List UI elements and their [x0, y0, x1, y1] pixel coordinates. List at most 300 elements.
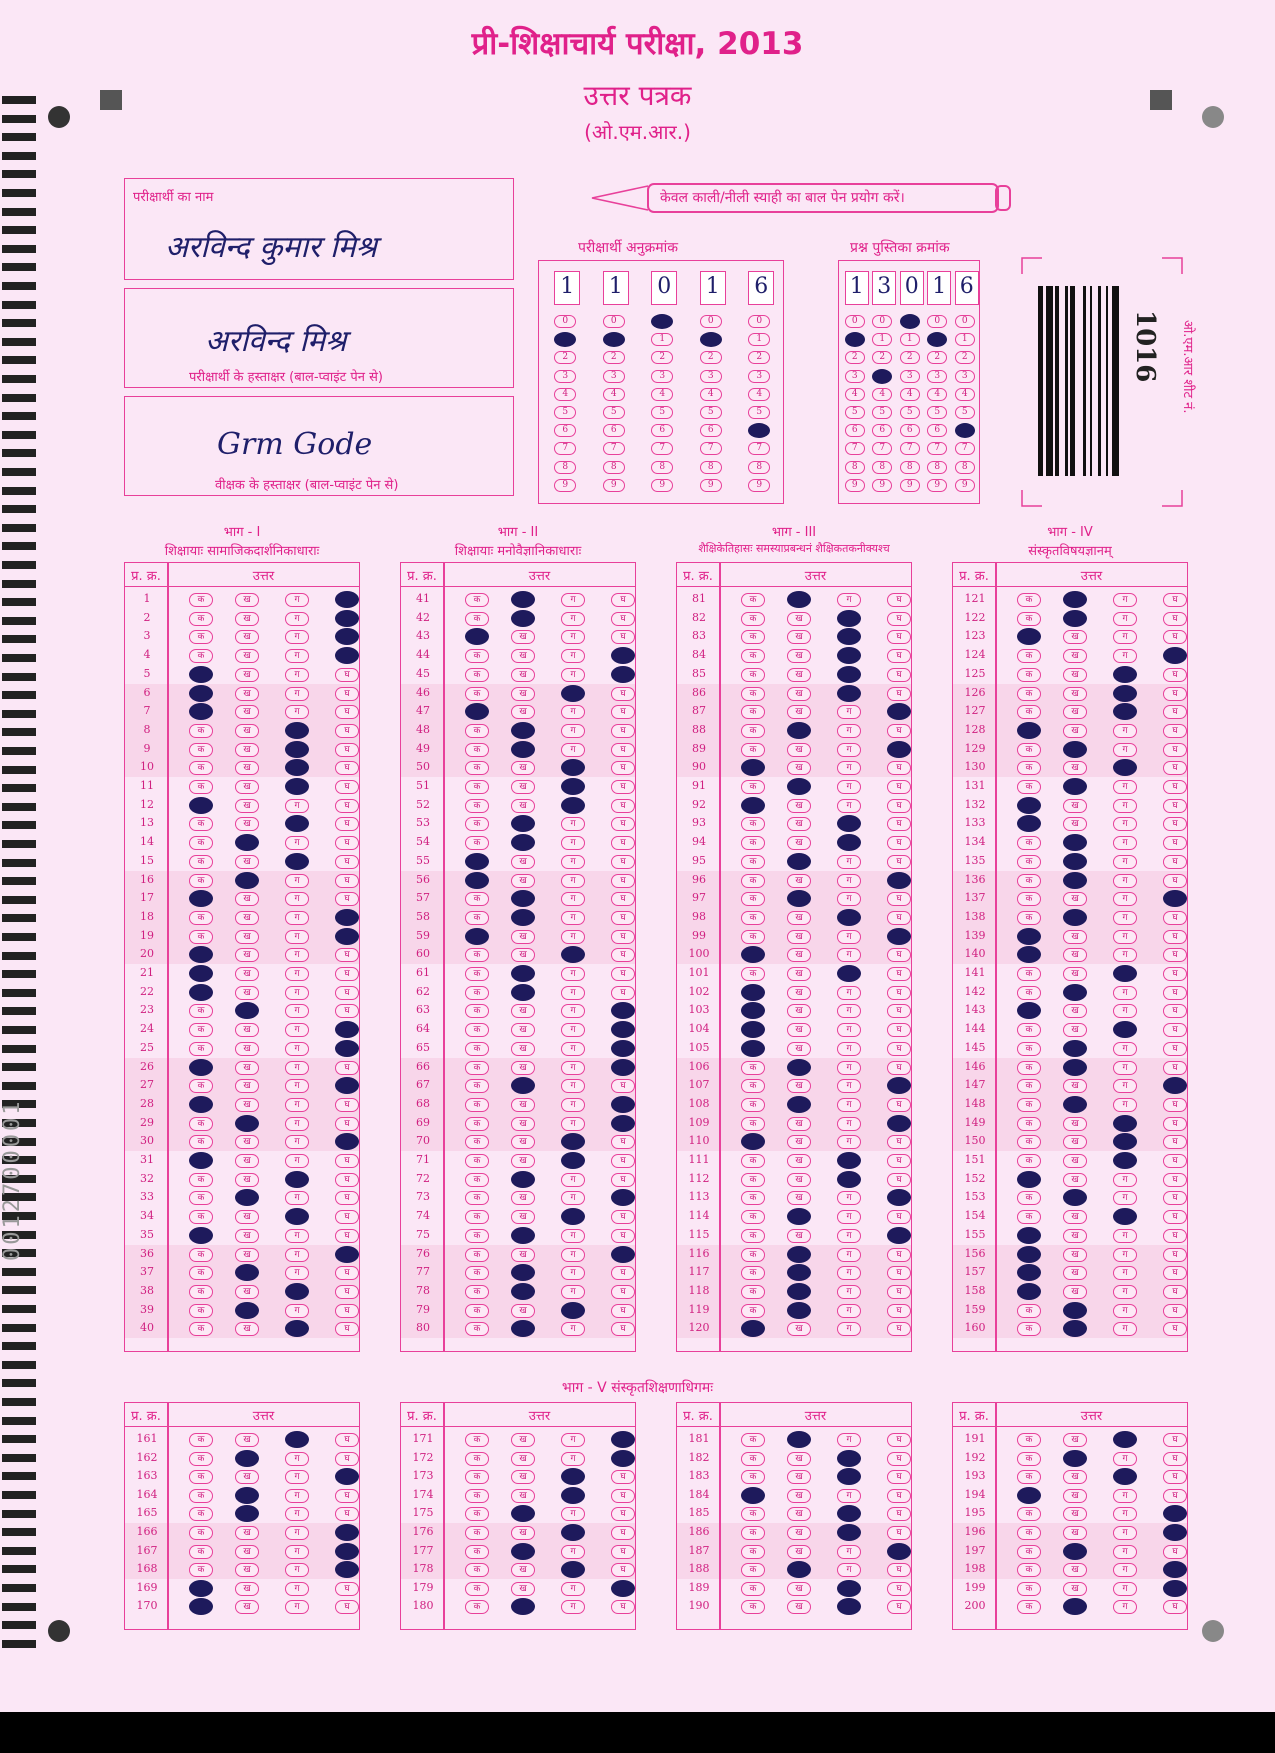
- answer-bubble[interactable]: ख: [235, 892, 259, 906]
- answer-bubble[interactable]: क: [189, 1563, 213, 1577]
- answer-bubble-filled[interactable]: [1017, 1487, 1041, 1504]
- booklet-bubble[interactable]: 4: [845, 388, 865, 401]
- answer-bubble[interactable]: घ: [611, 612, 635, 626]
- answer-bubble[interactable]: ग: [285, 1266, 309, 1280]
- answer-bubble[interactable]: ग: [837, 930, 861, 944]
- booklet-bubble[interactable]: 0: [872, 315, 892, 328]
- answer-bubble[interactable]: ग: [837, 1061, 861, 1075]
- answer-bubble[interactable]: घ: [1163, 948, 1187, 962]
- answer-bubble[interactable]: घ: [1163, 930, 1187, 944]
- booklet-bubble[interactable]: 1: [955, 333, 975, 346]
- answer-bubble[interactable]: क: [465, 836, 489, 850]
- answer-bubble[interactable]: क: [1017, 967, 1041, 981]
- answer-bubble[interactable]: ग: [837, 1042, 861, 1056]
- answer-bubble-filled[interactable]: [611, 1246, 635, 1263]
- booklet-bubble[interactable]: 3: [955, 370, 975, 383]
- answer-bubble-filled[interactable]: [285, 815, 309, 832]
- answer-bubble[interactable]: घ: [611, 593, 635, 607]
- answer-bubble-filled[interactable]: [511, 722, 535, 739]
- answer-bubble[interactable]: ख: [1063, 1135, 1087, 1149]
- booklet-bubble[interactable]: 8: [845, 461, 865, 474]
- answer-bubble[interactable]: घ: [335, 948, 359, 962]
- answer-bubble-filled[interactable]: [285, 1208, 309, 1225]
- answer-bubble[interactable]: घ: [887, 986, 911, 1000]
- answer-bubble[interactable]: घ: [887, 817, 911, 831]
- answer-bubble[interactable]: क: [1017, 1154, 1041, 1168]
- answer-bubble[interactable]: क: [189, 630, 213, 644]
- answer-bubble-filled[interactable]: [285, 1431, 309, 1448]
- answer-bubble-filled[interactable]: [837, 1450, 861, 1467]
- answer-bubble[interactable]: ख: [235, 1433, 259, 1447]
- answer-bubble[interactable]: घ: [1163, 1210, 1187, 1224]
- answer-bubble[interactable]: ख: [511, 1135, 535, 1149]
- answer-bubble[interactable]: घ: [611, 1154, 635, 1168]
- answer-bubble-filled[interactable]: [1063, 1598, 1087, 1615]
- answer-bubble[interactable]: ग: [561, 967, 585, 981]
- answer-bubble-filled[interactable]: [285, 778, 309, 795]
- answer-bubble[interactable]: ख: [787, 1452, 811, 1466]
- answer-bubble[interactable]: ख: [1063, 1563, 1087, 1577]
- answer-bubble-filled[interactable]: [235, 1505, 259, 1522]
- answer-bubble[interactable]: क: [465, 1582, 489, 1596]
- answer-bubble[interactable]: ग: [837, 799, 861, 813]
- answer-bubble[interactable]: क: [1017, 705, 1041, 719]
- answer-bubble[interactable]: ख: [1063, 1079, 1087, 1093]
- answer-bubble-filled[interactable]: [1017, 628, 1041, 645]
- answer-bubble[interactable]: ग: [285, 1304, 309, 1318]
- answer-bubble[interactable]: ग: [1113, 1489, 1137, 1503]
- answer-bubble[interactable]: क: [189, 593, 213, 607]
- answer-bubble[interactable]: ख: [1063, 1023, 1087, 1037]
- answer-bubble[interactable]: ग: [1113, 1507, 1137, 1521]
- answer-bubble-filled[interactable]: [741, 797, 765, 814]
- answer-bubble[interactable]: घ: [1163, 986, 1187, 1000]
- answer-bubble[interactable]: ग: [561, 1582, 585, 1596]
- answer-bubble[interactable]: घ: [611, 1079, 635, 1093]
- answer-bubble-filled[interactable]: [837, 965, 861, 982]
- answer-bubble[interactable]: ख: [511, 1489, 535, 1503]
- answer-bubble[interactable]: घ: [1163, 1023, 1187, 1037]
- answer-bubble[interactable]: क: [1017, 649, 1041, 663]
- booklet-bubble[interactable]: 7: [900, 442, 920, 455]
- booklet-bubble-filled[interactable]: [845, 332, 865, 347]
- answer-bubble[interactable]: ग: [285, 911, 309, 925]
- answer-bubble[interactable]: क: [189, 649, 213, 663]
- answer-bubble[interactable]: ग: [1113, 1042, 1137, 1056]
- answer-bubble[interactable]: घ: [335, 1266, 359, 1280]
- answer-bubble[interactable]: क: [1017, 1117, 1041, 1131]
- booklet-bubble[interactable]: 2: [872, 351, 892, 364]
- answer-bubble-filled[interactable]: [1063, 1040, 1087, 1057]
- answer-bubble[interactable]: घ: [335, 1452, 359, 1466]
- answer-bubble[interactable]: घ: [335, 1210, 359, 1224]
- answer-bubble[interactable]: ग: [561, 1229, 585, 1243]
- answer-bubble[interactable]: ख: [511, 930, 535, 944]
- answer-bubble[interactable]: क: [189, 1470, 213, 1484]
- answer-bubble[interactable]: ख: [235, 817, 259, 831]
- answer-bubble[interactable]: ग: [1113, 1248, 1137, 1262]
- answer-bubble[interactable]: ग: [561, 668, 585, 682]
- answer-bubble-filled[interactable]: [1113, 1468, 1137, 1485]
- answer-bubble[interactable]: ग: [285, 705, 309, 719]
- answer-bubble[interactable]: क: [741, 1452, 765, 1466]
- answer-bubble[interactable]: घ: [1163, 705, 1187, 719]
- answer-bubble[interactable]: घ: [335, 892, 359, 906]
- answer-bubble[interactable]: घ: [335, 724, 359, 738]
- answer-bubble-filled[interactable]: [611, 1059, 635, 1076]
- answer-bubble[interactable]: ग: [285, 1229, 309, 1243]
- answer-bubble[interactable]: घ: [335, 687, 359, 701]
- answer-bubble[interactable]: क: [189, 1004, 213, 1018]
- answer-bubble[interactable]: घ: [611, 967, 635, 981]
- answer-bubble-filled[interactable]: [1017, 1283, 1041, 1300]
- answer-bubble[interactable]: ग: [837, 1004, 861, 1018]
- answer-bubble[interactable]: ख: [511, 1470, 535, 1484]
- answer-bubble[interactable]: ख: [1063, 1526, 1087, 1540]
- answer-bubble-filled[interactable]: [285, 1171, 309, 1188]
- answer-bubble[interactable]: घ: [335, 1173, 359, 1187]
- answer-bubble[interactable]: क: [1017, 855, 1041, 869]
- answer-bubble[interactable]: घ: [1163, 743, 1187, 757]
- answer-bubble[interactable]: क: [1017, 668, 1041, 682]
- answer-bubble[interactable]: ख: [1063, 705, 1087, 719]
- answer-bubble[interactable]: ग: [1113, 1600, 1137, 1614]
- answer-bubble[interactable]: ख: [235, 780, 259, 794]
- roll-bubble-filled[interactable]: [603, 332, 625, 347]
- answer-bubble[interactable]: ख: [1063, 948, 1087, 962]
- booklet-bubble[interactable]: 9: [900, 479, 920, 492]
- answer-bubble[interactable]: ग: [285, 986, 309, 1000]
- answer-bubble[interactable]: ग: [837, 724, 861, 738]
- answer-bubble[interactable]: क: [741, 1248, 765, 1262]
- answer-bubble[interactable]: ख: [787, 1322, 811, 1336]
- answer-bubble-filled[interactable]: [1017, 797, 1041, 814]
- answer-bubble[interactable]: घ: [887, 1098, 911, 1112]
- answer-bubble-filled[interactable]: [511, 965, 535, 982]
- answer-bubble[interactable]: घ: [1163, 780, 1187, 794]
- answer-bubble[interactable]: घ: [335, 967, 359, 981]
- answer-bubble[interactable]: ग: [561, 817, 585, 831]
- answer-bubble[interactable]: घ: [335, 1061, 359, 1075]
- answer-bubble[interactable]: ख: [511, 761, 535, 775]
- booklet-bubble[interactable]: 6: [845, 424, 865, 437]
- answer-bubble[interactable]: क: [741, 817, 765, 831]
- answer-bubble[interactable]: क: [465, 1545, 489, 1559]
- answer-bubble[interactable]: ग: [285, 948, 309, 962]
- answer-bubble[interactable]: ख: [511, 780, 535, 794]
- answer-bubble-filled[interactable]: [335, 647, 359, 664]
- answer-bubble[interactable]: क: [1017, 743, 1041, 757]
- answer-bubble-filled[interactable]: [1113, 666, 1137, 683]
- answer-bubble[interactable]: ख: [235, 1563, 259, 1577]
- answer-bubble[interactable]: ख: [235, 911, 259, 925]
- answer-bubble[interactable]: घ: [611, 724, 635, 738]
- answer-bubble[interactable]: ग: [561, 1004, 585, 1018]
- answer-bubble[interactable]: ग: [561, 1545, 585, 1559]
- answer-bubble-filled[interactable]: [1063, 834, 1087, 851]
- answer-bubble[interactable]: घ: [335, 874, 359, 888]
- answer-bubble[interactable]: घ: [1163, 1470, 1187, 1484]
- answer-bubble[interactable]: घ: [887, 1023, 911, 1037]
- answer-bubble[interactable]: क: [741, 780, 765, 794]
- answer-bubble[interactable]: घ: [611, 799, 635, 813]
- answer-bubble[interactable]: ग: [285, 930, 309, 944]
- answer-bubble-filled[interactable]: [611, 1189, 635, 1206]
- answer-bubble[interactable]: क: [1017, 986, 1041, 1000]
- answer-bubble[interactable]: क: [465, 1061, 489, 1075]
- answer-bubble[interactable]: ख: [511, 799, 535, 813]
- answer-bubble[interactable]: ग: [1113, 1266, 1137, 1280]
- answer-bubble-filled[interactable]: [787, 853, 811, 870]
- answer-bubble[interactable]: ख: [235, 799, 259, 813]
- answer-bubble[interactable]: ग: [285, 1600, 309, 1614]
- answer-bubble[interactable]: क: [465, 1285, 489, 1299]
- answer-bubble-filled[interactable]: [335, 591, 359, 608]
- answer-bubble[interactable]: ग: [285, 1563, 309, 1577]
- answer-bubble-filled[interactable]: [285, 853, 309, 870]
- booklet-bubble[interactable]: 4: [955, 388, 975, 401]
- answer-bubble-filled[interactable]: [611, 1580, 635, 1597]
- booklet-bubble[interactable]: 5: [900, 406, 920, 419]
- booklet-bubble[interactable]: 4: [900, 388, 920, 401]
- answer-bubble[interactable]: ख: [1063, 1285, 1087, 1299]
- answer-bubble-filled[interactable]: [285, 741, 309, 758]
- answer-bubble[interactable]: ख: [235, 649, 259, 663]
- answer-bubble[interactable]: क: [189, 1191, 213, 1205]
- answer-bubble[interactable]: क: [465, 743, 489, 757]
- answer-bubble[interactable]: ख: [511, 1098, 535, 1112]
- answer-bubble[interactable]: ग: [1113, 948, 1137, 962]
- answer-bubble[interactable]: क: [1017, 1210, 1041, 1224]
- answer-bubble[interactable]: ख: [511, 1452, 535, 1466]
- answer-bubble[interactable]: क: [465, 1266, 489, 1280]
- answer-bubble[interactable]: ख: [235, 930, 259, 944]
- answer-bubble[interactable]: क: [465, 1135, 489, 1149]
- answer-bubble[interactable]: क: [189, 1248, 213, 1262]
- answer-bubble[interactable]: घ: [611, 1600, 635, 1614]
- answer-bubble[interactable]: क: [741, 630, 765, 644]
- answer-bubble[interactable]: क: [189, 836, 213, 850]
- answer-bubble[interactable]: ख: [787, 705, 811, 719]
- answer-bubble[interactable]: घ: [611, 986, 635, 1000]
- answer-bubble[interactable]: घ: [1163, 612, 1187, 626]
- answer-bubble[interactable]: ख: [235, 986, 259, 1000]
- answer-bubble[interactable]: घ: [887, 1582, 911, 1596]
- roll-bubble[interactable]: 6: [651, 424, 673, 437]
- answer-bubble[interactable]: ग: [1113, 1322, 1137, 1336]
- answer-bubble[interactable]: क: [465, 612, 489, 626]
- answer-bubble[interactable]: ग: [561, 1248, 585, 1262]
- answer-bubble-filled[interactable]: [611, 1450, 635, 1467]
- answer-bubble[interactable]: घ: [887, 649, 911, 663]
- answer-bubble[interactable]: ख: [1063, 1266, 1087, 1280]
- answer-bubble[interactable]: ख: [511, 1117, 535, 1131]
- answer-bubble[interactable]: ग: [837, 948, 861, 962]
- answer-bubble[interactable]: ख: [511, 1154, 535, 1168]
- answer-bubble[interactable]: ग: [285, 799, 309, 813]
- answer-bubble[interactable]: ग: [1113, 1563, 1137, 1577]
- answer-bubble[interactable]: ख: [235, 630, 259, 644]
- answer-bubble[interactable]: ग: [285, 1004, 309, 1018]
- answer-bubble[interactable]: घ: [887, 1061, 911, 1075]
- answer-bubble[interactable]: क: [465, 724, 489, 738]
- roll-bubble[interactable]: 6: [554, 424, 576, 437]
- answer-bubble-filled[interactable]: [1063, 1450, 1087, 1467]
- answer-bubble[interactable]: क: [465, 687, 489, 701]
- answer-bubble[interactable]: ख: [235, 724, 259, 738]
- answer-bubble[interactable]: ग: [1113, 1229, 1137, 1243]
- answer-bubble-filled[interactable]: [837, 1580, 861, 1597]
- answer-bubble-filled[interactable]: [189, 984, 213, 1001]
- answer-bubble-filled[interactable]: [511, 1505, 535, 1522]
- answer-bubble[interactable]: घ: [335, 1582, 359, 1596]
- answer-bubble-filled[interactable]: [561, 778, 585, 795]
- answer-bubble[interactable]: घ: [335, 1322, 359, 1336]
- answer-bubble[interactable]: क: [1017, 874, 1041, 888]
- roll-bubble[interactable]: 4: [651, 388, 673, 401]
- answer-bubble[interactable]: घ: [1163, 1004, 1187, 1018]
- answer-bubble[interactable]: ग: [561, 892, 585, 906]
- answer-bubble[interactable]: ख: [235, 1600, 259, 1614]
- answer-bubble[interactable]: घ: [335, 1154, 359, 1168]
- answer-bubble[interactable]: क: [189, 761, 213, 775]
- answer-bubble[interactable]: ख: [235, 612, 259, 626]
- roll-bubble[interactable]: 7: [603, 442, 625, 455]
- answer-bubble[interactable]: क: [1017, 1135, 1041, 1149]
- answer-bubble[interactable]: ग: [837, 1191, 861, 1205]
- answer-bubble[interactable]: घ: [611, 1285, 635, 1299]
- answer-bubble[interactable]: घ: [611, 1507, 635, 1521]
- answer-bubble-filled[interactable]: [837, 834, 861, 851]
- answer-bubble[interactable]: क: [189, 911, 213, 925]
- roll-bubble[interactable]: 8: [748, 461, 770, 474]
- answer-bubble[interactable]: ख: [1063, 687, 1087, 701]
- answer-bubble-filled[interactable]: [837, 610, 861, 627]
- answer-bubble[interactable]: ग: [285, 612, 309, 626]
- answer-bubble[interactable]: ख: [235, 668, 259, 682]
- answer-bubble[interactable]: घ: [335, 799, 359, 813]
- answer-bubble[interactable]: क: [1017, 687, 1041, 701]
- answer-bubble[interactable]: क: [1017, 612, 1041, 626]
- answer-bubble[interactable]: ग: [837, 1117, 861, 1131]
- answer-bubble[interactable]: घ: [887, 687, 911, 701]
- answer-bubble[interactable]: ख: [235, 1061, 259, 1075]
- answer-bubble[interactable]: ग: [1113, 1582, 1137, 1596]
- roll-bubble[interactable]: 7: [748, 442, 770, 455]
- answer-bubble[interactable]: क: [465, 1229, 489, 1243]
- answer-bubble[interactable]: ख: [1063, 1433, 1087, 1447]
- answer-bubble[interactable]: ख: [1063, 1507, 1087, 1521]
- answer-bubble-filled[interactable]: [741, 1002, 765, 1019]
- answer-bubble[interactable]: ख: [787, 649, 811, 663]
- answer-bubble[interactable]: ख: [1063, 668, 1087, 682]
- answer-bubble[interactable]: ख: [511, 668, 535, 682]
- answer-bubble[interactable]: ग: [561, 1322, 585, 1336]
- answer-bubble[interactable]: घ: [335, 1507, 359, 1521]
- answer-bubble[interactable]: घ: [335, 705, 359, 719]
- booklet-bubble[interactable]: 2: [927, 351, 947, 364]
- booklet-bubble-filled[interactable]: [900, 314, 920, 329]
- answer-bubble[interactable]: घ: [1163, 1322, 1187, 1336]
- answer-bubble[interactable]: ख: [787, 836, 811, 850]
- answer-bubble[interactable]: घ: [611, 1210, 635, 1224]
- answer-bubble[interactable]: घ: [887, 1470, 911, 1484]
- answer-bubble[interactable]: ग: [285, 1061, 309, 1075]
- answer-bubble[interactable]: घ: [335, 1098, 359, 1112]
- answer-bubble[interactable]: क: [189, 1135, 213, 1149]
- answer-bubble[interactable]: ख: [1063, 892, 1087, 906]
- answer-bubble[interactable]: ख: [1063, 1229, 1087, 1243]
- answer-bubble[interactable]: क: [189, 1322, 213, 1336]
- answer-bubble[interactable]: ख: [1063, 930, 1087, 944]
- answer-bubble[interactable]: घ: [887, 1304, 911, 1318]
- roll-bubble[interactable]: 9: [651, 479, 673, 492]
- booklet-bubble[interactable]: 7: [872, 442, 892, 455]
- roll-bubble[interactable]: 2: [603, 351, 625, 364]
- answer-bubble[interactable]: ग: [561, 630, 585, 644]
- roll-bubble-filled[interactable]: [651, 314, 673, 329]
- answer-bubble-filled[interactable]: [189, 1096, 213, 1113]
- answer-bubble[interactable]: क: [189, 743, 213, 757]
- answer-bubble[interactable]: ख: [1063, 630, 1087, 644]
- answer-bubble[interactable]: क: [465, 1098, 489, 1112]
- answer-bubble[interactable]: क: [465, 593, 489, 607]
- answer-bubble-filled[interactable]: [335, 1524, 359, 1541]
- answer-bubble[interactable]: ग: [1113, 1285, 1137, 1299]
- answer-bubble-filled[interactable]: [335, 1543, 359, 1560]
- answer-bubble-filled[interactable]: [561, 1208, 585, 1225]
- roll-bubble[interactable]: 1: [748, 333, 770, 346]
- answer-bubble[interactable]: ग: [561, 743, 585, 757]
- answer-bubble[interactable]: ख: [235, 1154, 259, 1168]
- answer-bubble-filled[interactable]: [1163, 647, 1187, 664]
- answer-bubble[interactable]: क: [741, 1173, 765, 1187]
- answer-bubble[interactable]: घ: [887, 668, 911, 682]
- answer-bubble-filled[interactable]: [189, 666, 213, 683]
- booklet-bubble[interactable]: 9: [872, 479, 892, 492]
- answer-bubble-filled[interactable]: [235, 834, 259, 851]
- answer-bubble[interactable]: घ: [887, 1433, 911, 1447]
- answer-bubble[interactable]: घ: [887, 612, 911, 626]
- answer-bubble[interactable]: घ: [611, 1135, 635, 1149]
- answer-bubble-filled[interactable]: [1063, 909, 1087, 926]
- answer-bubble[interactable]: क: [465, 649, 489, 663]
- booklet-bubble[interactable]: 1: [900, 333, 920, 346]
- answer-bubble-filled[interactable]: [611, 1115, 635, 1132]
- answer-bubble[interactable]: क: [465, 967, 489, 981]
- answer-bubble[interactable]: ग: [285, 1526, 309, 1540]
- answer-bubble[interactable]: ग: [285, 967, 309, 981]
- answer-bubble[interactable]: ख: [1063, 761, 1087, 775]
- answer-bubble[interactable]: घ: [611, 761, 635, 775]
- answer-bubble[interactable]: ख: [235, 1079, 259, 1093]
- answer-bubble-filled[interactable]: [235, 1002, 259, 1019]
- answer-bubble[interactable]: ग: [837, 1433, 861, 1447]
- answer-bubble[interactable]: ग: [1113, 593, 1137, 607]
- answer-bubble[interactable]: ख: [787, 1545, 811, 1559]
- answer-bubble-filled[interactable]: [887, 1189, 911, 1206]
- answer-bubble[interactable]: क: [1017, 1433, 1041, 1447]
- roll-bubble[interactable]: 5: [700, 406, 722, 419]
- answer-bubble-filled[interactable]: [611, 1021, 635, 1038]
- answer-bubble[interactable]: ख: [1063, 1004, 1087, 1018]
- answer-bubble[interactable]: ग: [561, 836, 585, 850]
- answer-bubble[interactable]: ग: [837, 743, 861, 757]
- answer-bubble-filled[interactable]: [1063, 1189, 1087, 1206]
- answer-bubble-filled[interactable]: [1063, 778, 1087, 795]
- answer-bubble-filled[interactable]: [189, 965, 213, 982]
- answer-bubble[interactable]: क: [1017, 1545, 1041, 1559]
